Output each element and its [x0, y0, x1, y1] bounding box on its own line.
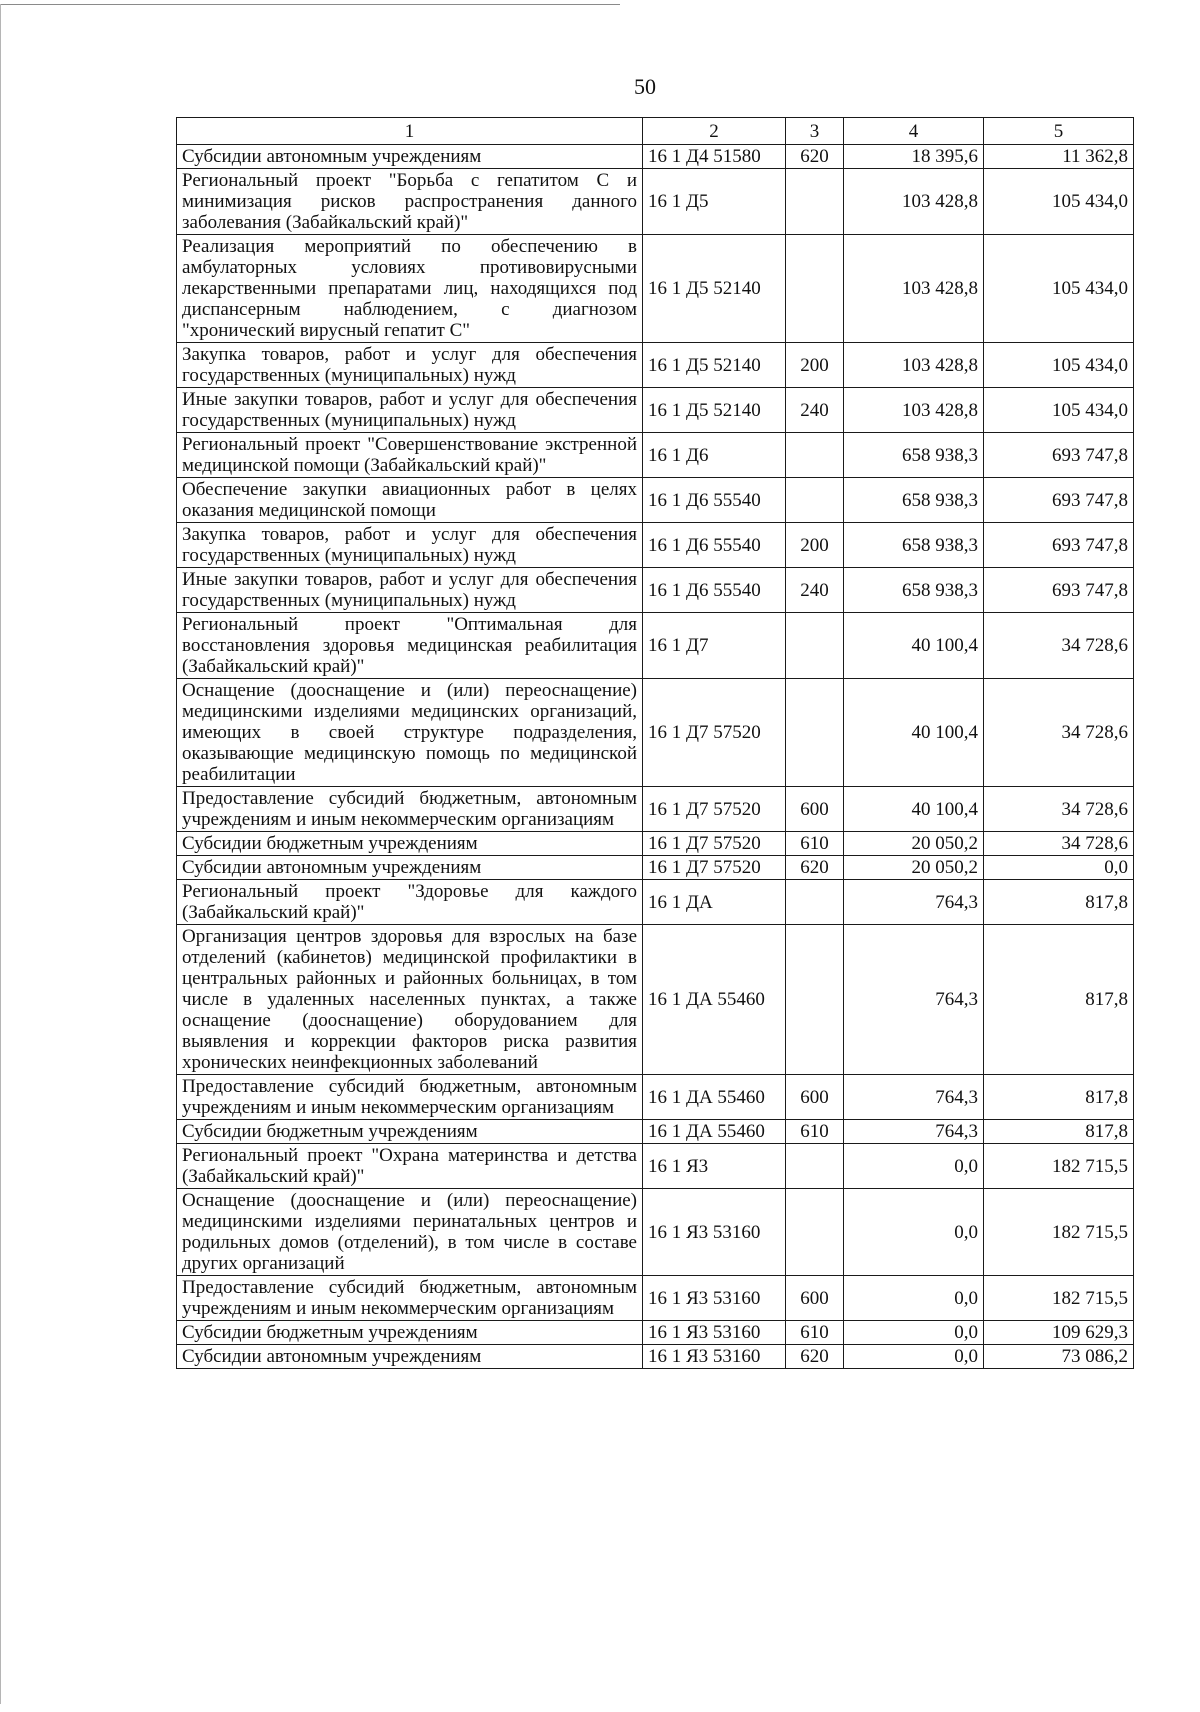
- row-amount-col5-cell: 182 715,5: [984, 1189, 1134, 1276]
- row-code-cell: 16 1 Д7 57520: [643, 679, 786, 787]
- row-amount-col5-cell: 105 434,0: [984, 388, 1134, 433]
- row-amount-col4-cell: 40 100,4: [844, 613, 984, 679]
- table-row: [177, 169, 1134, 235]
- row-expense-type-cell: [786, 1144, 844, 1189]
- row-expense-type-cell: [786, 613, 844, 679]
- table-row: [177, 1144, 1134, 1189]
- row-amount-col5-cell: 817,8: [984, 880, 1134, 925]
- row-name-cell: Субсидии автономным учреждениям: [177, 145, 643, 169]
- row-amount-col4-cell: 658 938,3: [844, 568, 984, 613]
- row-amount-col4-cell: 18 395,6: [844, 145, 984, 169]
- row-code-cell: 16 1 Д7: [643, 613, 786, 679]
- row-name-cell: Субсидии бюджетным учреждениям: [177, 1120, 643, 1144]
- row-amount-col4-cell: 20 050,2: [844, 832, 984, 856]
- table-row: [177, 856, 1134, 880]
- row-amount-col5-cell: 693 747,8: [984, 478, 1134, 523]
- row-amount-col4-cell: 764,3: [844, 925, 984, 1075]
- row-code-cell: 16 1 Д5 52140: [643, 235, 786, 343]
- row-amount-col5-cell: 34 728,6: [984, 679, 1134, 787]
- row-name-cell: Субсидии автономным учреждениям: [177, 1345, 643, 1369]
- table-row: [177, 478, 1134, 523]
- row-expense-type-cell: 610: [786, 832, 844, 856]
- table-row: [177, 1075, 1134, 1120]
- row-expense-type-cell: [786, 880, 844, 925]
- row-amount-col4-cell: 658 938,3: [844, 478, 984, 523]
- row-code-cell: 16 1 Д5 52140: [643, 343, 786, 388]
- row-name-cell: Реализация мероприятий по обеспечению в амбулаторных условиях противовирусными лекарственными препаратами лиц, находящихся под диспансерным наблюдением, с диагнозом "хронический вирусный гепатит С": [177, 235, 643, 343]
- row-name-cell: Организация центров здоровья для взрослых на базе отделений (кабинетов) медицинской профилактики в центральных районных и районных больницах, в том числе в удаленных населенных пунктах, а также оснащение (дооснащение) оборудованием для выявления и коррекции факторов риска развития хронических неинфекционных заболеваний: [177, 925, 643, 1075]
- row-amount-col5-cell: 817,8: [984, 1120, 1134, 1144]
- row-amount-col4-cell: 658 938,3: [844, 523, 984, 568]
- page-number: 50: [634, 74, 656, 99]
- table-row: [177, 787, 1134, 832]
- row-name-cell: Предоставление субсидий бюджетным, автономным учреждениям и иным некоммерческим организациям: [177, 787, 643, 832]
- table-row: [177, 1276, 1134, 1321]
- table-row: [177, 433, 1134, 478]
- row-expense-type-cell: 240: [786, 568, 844, 613]
- row-code-cell: 16 1 Д7 57520: [643, 787, 786, 832]
- row-amount-col5-cell: 105 434,0: [984, 235, 1134, 343]
- table-row: [177, 1321, 1134, 1345]
- row-code-cell: 16 1 Д7 57520: [643, 832, 786, 856]
- table-row: [177, 523, 1134, 568]
- row-amount-col4-cell: 40 100,4: [844, 787, 984, 832]
- row-amount-col4-cell: 764,3: [844, 1075, 984, 1120]
- row-name-cell: Региональный проект "Здоровье для каждого (Забайкальский край)": [177, 880, 643, 925]
- row-expense-type-cell: [786, 169, 844, 235]
- row-amount-col4-cell: 103 428,8: [844, 388, 984, 433]
- row-amount-col5-cell: 693 747,8: [984, 568, 1134, 613]
- row-amount-col4-cell: 103 428,8: [844, 169, 984, 235]
- table-row: [177, 235, 1134, 343]
- table-row: [177, 145, 1134, 169]
- row-amount-col5-cell: 182 715,5: [984, 1144, 1134, 1189]
- table-row: [177, 832, 1134, 856]
- column-header-5: 5: [984, 118, 1134, 145]
- row-expense-type-cell: [786, 478, 844, 523]
- row-code-cell: 16 1 Я3: [643, 1144, 786, 1189]
- row-code-cell: 16 1 ДА 55460: [643, 925, 786, 1075]
- row-amount-col4-cell: 0,0: [844, 1276, 984, 1321]
- row-code-cell: 16 1 Я3 53160: [643, 1276, 786, 1321]
- row-code-cell: 16 1 Д5 52140: [643, 388, 786, 433]
- row-expense-type-cell: 200: [786, 343, 844, 388]
- row-expense-type-cell: [786, 433, 844, 478]
- table-row: [177, 568, 1134, 613]
- row-expense-type-cell: 610: [786, 1120, 844, 1144]
- row-amount-col5-cell: 105 434,0: [984, 343, 1134, 388]
- table-row: [177, 388, 1134, 433]
- table-row: [177, 925, 1134, 1075]
- row-expense-type-cell: 600: [786, 1075, 844, 1120]
- row-amount-col5-cell: 34 728,6: [984, 613, 1134, 679]
- row-amount-col5-cell: 0,0: [984, 856, 1134, 880]
- row-amount-col5-cell: 105 434,0: [984, 169, 1134, 235]
- budget-table: [176, 117, 1134, 1369]
- row-name-cell: Субсидии автономным учреждениям: [177, 856, 643, 880]
- row-amount-col4-cell: 0,0: [844, 1321, 984, 1345]
- row-code-cell: 16 1 Д4 51580: [643, 145, 786, 169]
- row-code-cell: 16 1 Я3 53160: [643, 1321, 786, 1345]
- row-amount-col4-cell: 0,0: [844, 1345, 984, 1369]
- row-code-cell: 16 1 Д7 57520: [643, 856, 786, 880]
- row-name-cell: Иные закупки товаров, работ и услуг для обеспечения государственных (муниципальных) нужд: [177, 388, 643, 433]
- header-row: [177, 118, 1134, 145]
- row-amount-col5-cell: 693 747,8: [984, 433, 1134, 478]
- row-name-cell: Закупка товаров, работ и услуг для обеспечения государственных (муниципальных) нужд: [177, 523, 643, 568]
- row-expense-type-cell: 610: [786, 1321, 844, 1345]
- table-body: [177, 145, 1134, 1369]
- table-row: [177, 679, 1134, 787]
- row-amount-col5-cell: 817,8: [984, 925, 1134, 1075]
- row-expense-type-cell: 240: [786, 388, 844, 433]
- row-code-cell: 16 1 ДА 55460: [643, 1120, 786, 1144]
- row-amount-col4-cell: 764,3: [844, 1120, 984, 1144]
- scan-edge-top: [0, 4, 620, 5]
- row-expense-type-cell: 620: [786, 145, 844, 169]
- table-row: [177, 1345, 1134, 1369]
- row-name-cell: Оснащение (дооснащение и (или) переоснащение) медицинскими изделиями перинатальных центров и родильных домов (отделений), в том числе в составе других организаций: [177, 1189, 643, 1276]
- row-code-cell: 16 1 Д6: [643, 433, 786, 478]
- row-expense-type-cell: [786, 235, 844, 343]
- row-name-cell: Предоставление субсидий бюджетным, автономным учреждениям и иным некоммерческим организациям: [177, 1075, 643, 1120]
- row-amount-col4-cell: 764,3: [844, 880, 984, 925]
- row-expense-type-cell: 620: [786, 856, 844, 880]
- column-header-1: 1: [177, 118, 643, 145]
- row-name-cell: Иные закупки товаров, работ и услуг для обеспечения государственных (муниципальных) нужд: [177, 568, 643, 613]
- row-code-cell: 16 1 Д6 55540: [643, 523, 786, 568]
- row-name-cell: Региональный проект "Оптимальная для восстановления здоровья медицинская реабилитация (Забайкальский край)": [177, 613, 643, 679]
- row-code-cell: 16 1 ДА: [643, 880, 786, 925]
- row-code-cell: 16 1 Д5: [643, 169, 786, 235]
- row-name-cell: Обеспечение закупки авиационных работ в целях оказания медицинской помощи: [177, 478, 643, 523]
- row-expense-type-cell: 620: [786, 1345, 844, 1369]
- row-name-cell: Оснащение (дооснащение и (или) переоснащение) медицинскими изделиями медицинских организаций, имеющих в своей структуре подразделения, оказывающие медицинскую помощь по медицинской реабилитации: [177, 679, 643, 787]
- row-amount-col5-cell: 817,8: [984, 1075, 1134, 1120]
- row-amount-col4-cell: 0,0: [844, 1189, 984, 1276]
- row-code-cell: 16 1 Я3 53160: [643, 1345, 786, 1369]
- row-name-cell: Субсидии бюджетным учреждениям: [177, 1321, 643, 1345]
- scan-edge-left: [0, 4, 1, 1704]
- row-amount-col4-cell: 103 428,8: [844, 235, 984, 343]
- row-code-cell: 16 1 Д6 55540: [643, 568, 786, 613]
- column-header-3: 3: [786, 118, 844, 145]
- table-row: [177, 1189, 1134, 1276]
- row-amount-col4-cell: 103 428,8: [844, 343, 984, 388]
- row-code-cell: 16 1 Я3 53160: [643, 1189, 786, 1276]
- column-header-2: 2: [643, 118, 786, 145]
- row-amount-col5-cell: 34 728,6: [984, 832, 1134, 856]
- row-name-cell: Региональный проект "Охрана материнства и детства (Забайкальский край)": [177, 1144, 643, 1189]
- row-amount-col5-cell: 11 362,8: [984, 145, 1134, 169]
- row-expense-type-cell: [786, 679, 844, 787]
- row-name-cell: Региональный проект "Борьба с гепатитом С и минимизация рисков распространения данного заболевания (Забайкальский край)": [177, 169, 643, 235]
- row-amount-col5-cell: 73 086,2: [984, 1345, 1134, 1369]
- row-expense-type-cell: 600: [786, 1276, 844, 1321]
- row-name-cell: Субсидии бюджетным учреждениям: [177, 832, 643, 856]
- row-name-cell: Предоставление субсидий бюджетным, автономным учреждениям и иным некоммерческим организациям: [177, 1276, 643, 1321]
- row-code-cell: 16 1 Д6 55540: [643, 478, 786, 523]
- row-expense-type-cell: 200: [786, 523, 844, 568]
- table-row: [177, 1120, 1134, 1144]
- row-amount-col4-cell: 40 100,4: [844, 679, 984, 787]
- row-name-cell: Закупка товаров, работ и услуг для обеспечения государственных (муниципальных) нужд: [177, 343, 643, 388]
- table-row: [177, 343, 1134, 388]
- row-amount-col4-cell: 20 050,2: [844, 856, 984, 880]
- row-expense-type-cell: 600: [786, 787, 844, 832]
- row-name-cell: Региональный проект "Совершенствование экстренной медицинской помощи (Забайкальский край)": [177, 433, 643, 478]
- column-header-4: 4: [844, 118, 984, 145]
- row-expense-type-cell: [786, 925, 844, 1075]
- row-amount-col5-cell: 693 747,8: [984, 523, 1134, 568]
- row-code-cell: 16 1 ДА 55460: [643, 1075, 786, 1120]
- row-amount-col5-cell: 109 629,3: [984, 1321, 1134, 1345]
- table-row: [177, 613, 1134, 679]
- row-amount-col5-cell: 182 715,5: [984, 1276, 1134, 1321]
- table-row: [177, 880, 1134, 925]
- row-amount-col4-cell: 0,0: [844, 1144, 984, 1189]
- row-expense-type-cell: [786, 1189, 844, 1276]
- row-amount-col4-cell: 658 938,3: [844, 433, 984, 478]
- row-amount-col5-cell: 34 728,6: [984, 787, 1134, 832]
